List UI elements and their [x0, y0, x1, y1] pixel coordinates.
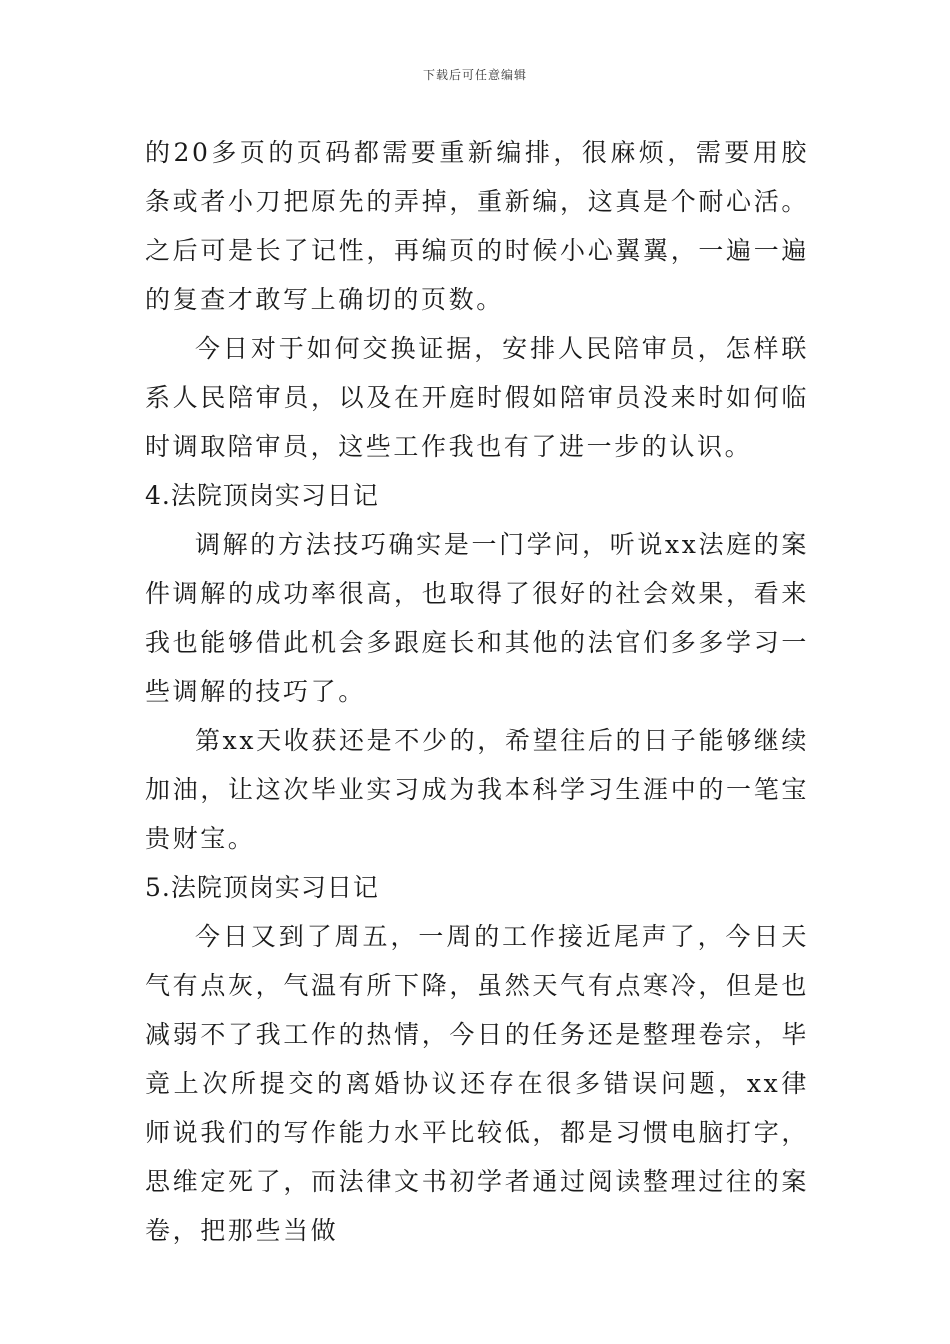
paragraph-3: 调解的方法技巧确实是一门学问，听说xx法庭的案件调解的成功率很高，也取得了很好的社会效果，看来我也能够借此机会多跟庭长和其他的法官们多多学习一些调解的技巧了。 — [145, 530, 809, 706]
paragraph-1: 的20多页的页码都需要重新编排，很麻烦，需要用胶条或者小刀把原先的弄掉，重新编，这真是个耐心活。之后可是长了记性，再编页的时候小心翼翼，一遍一遍的复查才敢写上确切的页数。 — [145, 138, 809, 314]
document-body — [145, 128, 809, 1255]
page-header: 下载后可任意编辑 — [422, 68, 527, 82]
section-heading-5: 5.法院顶岗实习日记 — [145, 873, 379, 902]
paragraph-2: 今日对于如何交换证据，安排人民陪审员，怎样联系人民陪审员，以及在开庭时假如陪审员没来时如何临时调取陪审员，这些工作我也有了进一步的认识。 — [145, 334, 809, 461]
paragraph-5: 今日又到了周五，一周的工作接近尾声了，今日天气有点灰，气温有所下降，虽然天气有点寒冷，但是也减弱不了我工作的热情，今日的任务还是整理卷宗，毕竟上次所提交的离婚协议还存在很多错误问题，xx律师说我们的写作能力水平比较低，都是习惯电脑打字，思维定死了，而法律文书初学者通过阅读整理过往的案卷，把那些当做 — [145, 922, 809, 1245]
section-heading-4: 4.法院顶岗实习日记 — [145, 481, 379, 510]
paragraph-4: 第xx天收获还是不少的，希望往后的日子能够继续加油，让这次毕业实习成为我本科学习生涯中的一笔宝贵财宝。 — [145, 726, 809, 853]
